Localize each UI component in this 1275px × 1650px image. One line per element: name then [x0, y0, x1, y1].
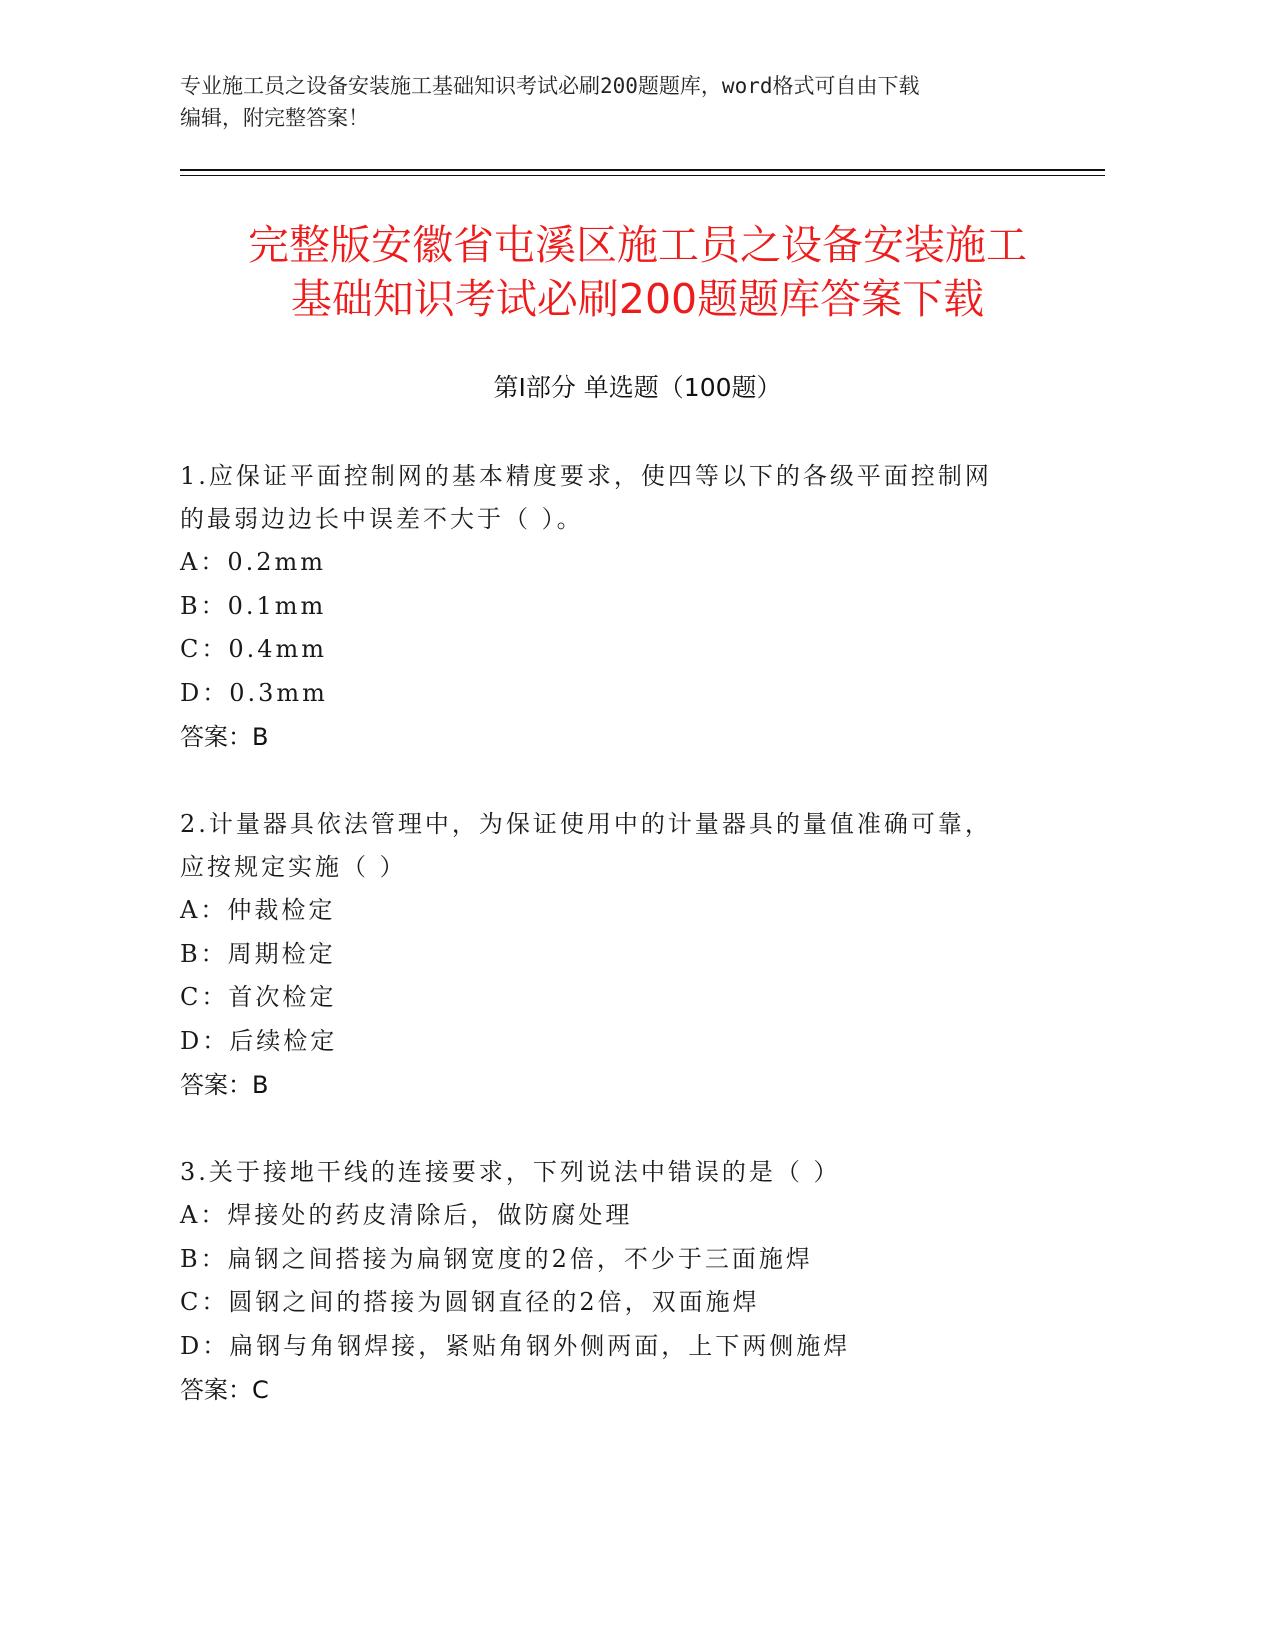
section-heading: 第Ⅰ部分 单选题（100题）: [493, 373, 782, 402]
question-3-option-a: A：焊接处的药皮清除后，做防腐处理: [180, 1201, 633, 1229]
question-3: [180, 1151, 1080, 1412]
question-1-stem-line-1: 1.应保证平面控制网的基本精度要求，使四等以下的各级平面控制网: [180, 462, 992, 490]
question-2-stem: [180, 803, 1080, 889]
question-2: [180, 803, 1080, 1107]
document-title-line-1: 完整版安徽省屯溪区施工员之设备安装施工: [248, 221, 1027, 269]
question-1-stem: [180, 455, 1080, 541]
question-2-stem-line-1: 2.计量器具依法管理中，为保证使用中的计量器具的量值准确可靠，: [180, 810, 992, 838]
question-2-option-c: C：首次检定: [180, 983, 337, 1011]
question-2-option-a: A：仲裁检定: [180, 896, 336, 924]
document-title: [140, 218, 1135, 326]
question-1-option-a: A：0.2mm: [180, 548, 327, 576]
header-note-line-1: 专业施工员之设备安装施工基础知识考试必刷200题题库，word格式可自由下载: [180, 74, 920, 98]
question-3-option-d: D：扁钢与角钢焊接，紧贴角钢外侧两面，上下两侧施焊: [180, 1331, 851, 1360]
question-1-option-c: C：0.4mm: [180, 635, 328, 663]
question-2-option-d: D：后续检定: [180, 1026, 338, 1055]
document-title-line-2: 基础知识考试必刷200题题库答案下载: [290, 275, 985, 323]
question-2-stem-line-2: 应按规定实施（ ）: [180, 853, 407, 881]
question-1-option-b: B：0.1mm: [180, 591, 327, 620]
header-divider-thin: [180, 175, 1105, 176]
header-note: [180, 70, 1040, 134]
question-3-answer: 答案：C: [180, 1376, 269, 1404]
question-1-stem-line-2: 的最弱边边长中误差不大于（ ）。: [180, 505, 584, 533]
header-note-line-2: 编辑，附完整答案！: [180, 106, 369, 130]
question-1-answer: 答案：B: [180, 723, 269, 751]
question-2-answer: 答案：B: [180, 1071, 269, 1099]
question-1: [180, 455, 1080, 759]
question-1-option-d: D：0.3mm: [180, 678, 328, 707]
question-3-option-c: C：圆钢之间的搭接为圆钢直径的2倍，双面施焊: [180, 1288, 760, 1316]
question-3-stem-line-1: 3.关于接地干线的连接要求，下列说法中错误的是（ ）: [180, 1158, 841, 1186]
question-2-option-b: B：周期检定: [180, 939, 336, 968]
header-divider-thick: [180, 169, 1105, 171]
question-3-option-b: B：扁钢之间搭接为扁钢宽度的2倍，不少于三面施焊: [180, 1244, 813, 1273]
question-3-stem: [180, 1151, 1080, 1194]
